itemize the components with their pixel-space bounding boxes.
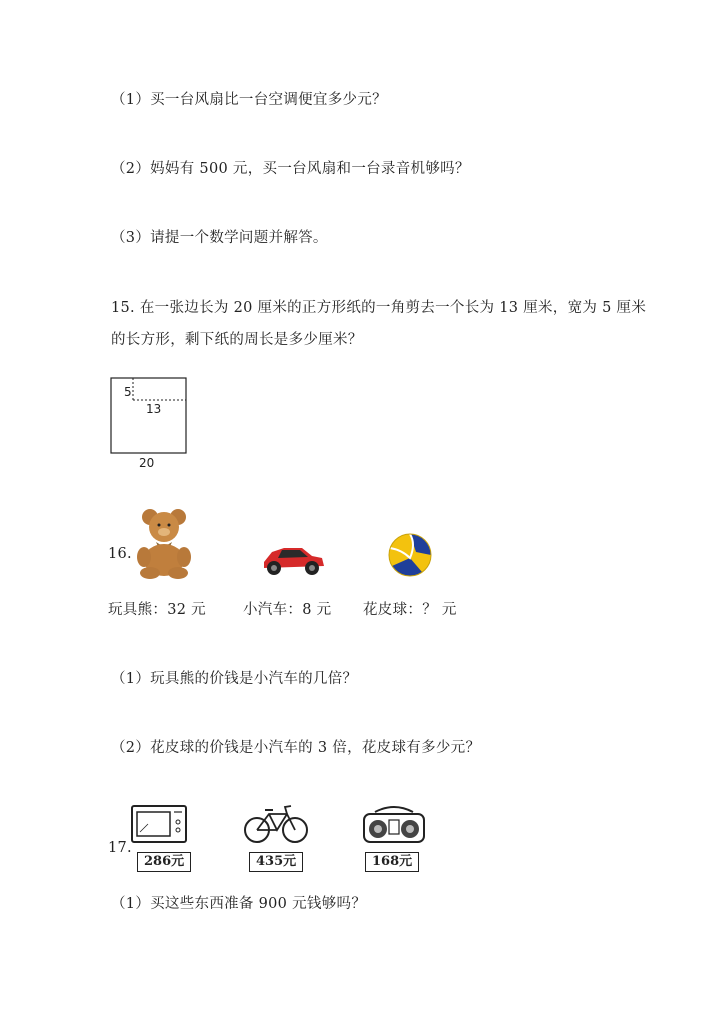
q17-price-bicycle: 435元 (249, 852, 303, 872)
q17-price-radio: 168元 (365, 852, 419, 872)
q17-price-microwave: 286元 (137, 852, 191, 872)
q14-sub2: （2）妈妈有 500 元，买一台风扇和一台录音机够吗？ (111, 161, 470, 177)
bicycle-icon (241, 802, 311, 846)
label-13: 13 (146, 402, 162, 416)
q14-sub3: （3）请提一个数学问题并解答。 (111, 230, 328, 246)
radio-icon (361, 802, 427, 846)
q15-text-line2: 的长方形，剩下纸的周长是多少厘米？ (111, 332, 363, 348)
q16-number: 16. (108, 546, 132, 562)
q14-sub1: （1）买一台风扇比一台空调便宜多少元？ (111, 92, 387, 108)
q16-label-ball: 花皮球：？ 元 (363, 602, 457, 618)
q17-sub1: （1）买这些东西准备 900 元钱够吗？ (111, 896, 367, 912)
microwave-icon (128, 802, 190, 846)
label-20: 20 (139, 456, 155, 470)
q16-label-bear: 玩具熊：32 元 (108, 602, 206, 618)
q16-sub2: （2）花皮球的价钱是小汽车的 3 倍，花皮球有多少元？ (111, 740, 481, 756)
toy-car-icon (258, 538, 328, 580)
label-5: 5 (124, 385, 132, 399)
q15-text-line1: 15. 在一张边长为 20 厘米的正方形纸的一角剪去一个长为 13 厘米，宽为 5 厘米 (111, 300, 647, 316)
volleyball-icon (386, 532, 436, 578)
q16-sub1: （1）玩具熊的价钱是小汽车的几倍？ (111, 671, 358, 687)
q15-square-figure (108, 375, 198, 475)
teddy-bear-icon (130, 505, 200, 580)
q16-label-car: 小汽车：8 元 (243, 602, 332, 618)
q17-number: 17. (108, 840, 132, 856)
